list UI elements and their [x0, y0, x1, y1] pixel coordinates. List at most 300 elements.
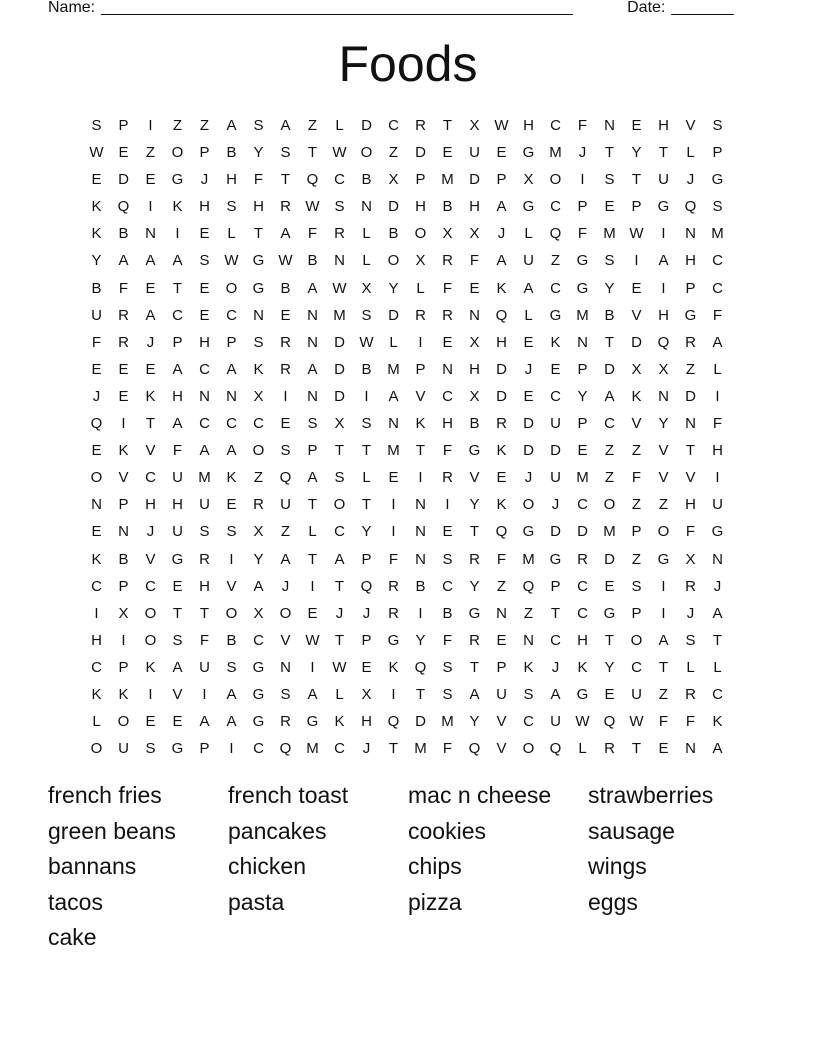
- grid-letter[interactable]: C: [334, 171, 345, 189]
- grid-letter[interactable]: T: [469, 658, 480, 676]
- grid-letter[interactable]: I: [445, 496, 450, 514]
- grid-letter[interactable]: F: [658, 713, 669, 731]
- grid-letter[interactable]: P: [199, 740, 210, 758]
- grid-letter[interactable]: M: [441, 171, 454, 189]
- grid-letter[interactable]: K: [712, 713, 723, 731]
- grid-letter[interactable]: R: [334, 225, 345, 243]
- grid-letter[interactable]: F: [631, 469, 642, 487]
- grid-letter[interactable]: N: [685, 740, 696, 758]
- grid-letter[interactable]: Y: [577, 387, 588, 405]
- grid-letter[interactable]: X: [415, 252, 426, 270]
- grid-letter[interactable]: N: [415, 523, 426, 541]
- grid-letter[interactable]: S: [712, 198, 723, 216]
- grid-letter[interactable]: C: [604, 415, 615, 433]
- grid-letter[interactable]: Z: [550, 252, 561, 270]
- grid-letter[interactable]: M: [387, 442, 400, 460]
- grid-letter[interactable]: L: [524, 225, 533, 243]
- grid-letter[interactable]: S: [361, 306, 372, 324]
- grid-letter[interactable]: H: [442, 415, 453, 433]
- grid-letter[interactable]: X: [469, 117, 480, 134]
- grid-letter[interactable]: W: [89, 144, 104, 162]
- grid-letter[interactable]: B: [361, 171, 372, 189]
- grid-letter[interactable]: N: [253, 306, 264, 324]
- grid-letter[interactable]: K: [631, 387, 642, 405]
- grid-letter[interactable]: L: [686, 144, 695, 162]
- grid-letter[interactable]: X: [253, 604, 264, 622]
- grid-letter[interactable]: S: [226, 523, 237, 541]
- grid-letter[interactable]: D: [388, 306, 399, 324]
- grid-letter[interactable]: H: [172, 496, 183, 514]
- grid-letter[interactable]: J: [146, 333, 155, 351]
- grid-letter[interactable]: E: [496, 631, 507, 649]
- grid-letter[interactable]: O: [603, 496, 616, 514]
- grid-letter[interactable]: Y: [469, 713, 480, 731]
- grid-letter[interactable]: H: [523, 117, 534, 134]
- grid-letter[interactable]: J: [281, 577, 290, 595]
- grid-letter[interactable]: C: [334, 523, 345, 541]
- date-field[interactable]: _______: [671, 0, 734, 16]
- grid-letter[interactable]: T: [253, 225, 264, 243]
- grid-letter[interactable]: Z: [658, 685, 669, 703]
- grid-letter[interactable]: R: [118, 333, 129, 351]
- grid-letter[interactable]: H: [658, 306, 669, 324]
- grid-letter[interactable]: E: [442, 144, 453, 162]
- grid-letter[interactable]: R: [469, 550, 480, 568]
- grid-letter[interactable]: W: [359, 333, 374, 351]
- grid-letter[interactable]: V: [172, 685, 183, 703]
- grid-letter[interactable]: C: [442, 387, 453, 405]
- grid-letter[interactable]: C: [712, 279, 723, 297]
- grid-letter[interactable]: S: [280, 442, 291, 460]
- grid-letter[interactable]: O: [279, 604, 292, 622]
- grid-letter[interactable]: M: [522, 550, 535, 568]
- grid-letter[interactable]: B: [226, 144, 237, 162]
- grid-letter[interactable]: F: [442, 740, 453, 758]
- grid-letter[interactable]: C: [550, 631, 561, 649]
- grid-letter[interactable]: E: [226, 496, 237, 514]
- grid-letter[interactable]: N: [307, 387, 318, 405]
- grid-letter[interactable]: C: [253, 415, 264, 433]
- grid-letter[interactable]: A: [496, 198, 507, 216]
- grid-letter[interactable]: I: [364, 387, 369, 405]
- grid-letter[interactable]: U: [631, 685, 642, 703]
- grid-letter[interactable]: W: [332, 144, 347, 162]
- grid-letter[interactable]: K: [118, 442, 129, 460]
- grid-letter[interactable]: U: [658, 171, 669, 189]
- grid-letter[interactable]: V: [496, 713, 507, 731]
- grid-letter[interactable]: P: [118, 496, 129, 514]
- grid-letter[interactable]: V: [685, 469, 696, 487]
- grid-letter[interactable]: S: [226, 198, 237, 216]
- grid-letter[interactable]: E: [361, 658, 372, 676]
- grid-letter[interactable]: P: [226, 333, 237, 351]
- grid-letter[interactable]: O: [225, 604, 238, 622]
- grid-letter[interactable]: C: [550, 279, 561, 297]
- grid-letter[interactable]: G: [171, 550, 184, 568]
- grid-letter[interactable]: T: [172, 604, 183, 622]
- grid-letter[interactable]: C: [550, 117, 561, 134]
- grid-letter[interactable]: J: [713, 577, 722, 595]
- grid-letter[interactable]: C: [172, 306, 183, 324]
- grid-letter[interactable]: Z: [631, 496, 642, 514]
- grid-letter[interactable]: D: [604, 360, 615, 378]
- grid-letter[interactable]: C: [199, 360, 210, 378]
- grid-letter[interactable]: N: [658, 387, 669, 405]
- grid-letter[interactable]: G: [522, 198, 535, 216]
- grid-letter[interactable]: N: [118, 523, 129, 541]
- grid-letter[interactable]: M: [549, 144, 562, 162]
- grid-letter[interactable]: A: [388, 387, 399, 405]
- grid-letter[interactable]: C: [91, 658, 102, 676]
- grid-letter[interactable]: O: [117, 713, 130, 731]
- grid-letter[interactable]: K: [496, 496, 507, 514]
- grid-letter[interactable]: I: [229, 550, 234, 568]
- grid-letter[interactable]: P: [118, 117, 129, 134]
- grid-letter[interactable]: O: [522, 496, 535, 514]
- grid-letter[interactable]: M: [306, 740, 319, 758]
- grid-letter[interactable]: G: [711, 523, 724, 541]
- grid-letter[interactable]: S: [523, 685, 534, 703]
- grid-letter[interactable]: A: [307, 469, 318, 487]
- grid-letter[interactable]: F: [118, 279, 129, 297]
- grid-letter[interactable]: J: [362, 604, 371, 622]
- grid-letter[interactable]: M: [414, 740, 427, 758]
- grid-letter[interactable]: H: [415, 198, 426, 216]
- grid-letter[interactable]: E: [145, 171, 156, 189]
- grid-letter[interactable]: E: [118, 387, 129, 405]
- grid-letter[interactable]: A: [199, 442, 210, 460]
- grid-letter[interactable]: C: [631, 658, 642, 676]
- grid-letter[interactable]: P: [118, 658, 129, 676]
- grid-letter[interactable]: E: [91, 523, 102, 541]
- grid-letter[interactable]: X: [253, 523, 264, 541]
- grid-letter[interactable]: T: [199, 604, 210, 622]
- grid-letter[interactable]: A: [523, 279, 534, 297]
- grid-letter[interactable]: B: [226, 631, 237, 649]
- grid-letter[interactable]: R: [685, 577, 696, 595]
- grid-letter[interactable]: T: [145, 415, 156, 433]
- grid-letter[interactable]: Q: [117, 198, 130, 216]
- grid-letter[interactable]: I: [661, 225, 666, 243]
- grid-letter[interactable]: V: [415, 387, 426, 405]
- grid-letter[interactable]: R: [469, 631, 480, 649]
- grid-letter[interactable]: L: [416, 279, 425, 297]
- grid-letter[interactable]: V: [226, 577, 237, 595]
- grid-letter[interactable]: L: [227, 225, 236, 243]
- grid-letter[interactable]: V: [631, 306, 642, 324]
- grid-letter[interactable]: G: [252, 685, 265, 703]
- grid-letter[interactable]: Q: [306, 171, 319, 189]
- grid-letter[interactable]: N: [577, 333, 588, 351]
- grid-letter[interactable]: A: [226, 713, 237, 731]
- grid-letter[interactable]: H: [226, 171, 237, 189]
- grid-letter[interactable]: W: [575, 713, 590, 731]
- grid-letter[interactable]: Q: [279, 740, 292, 758]
- grid-letter[interactable]: E: [145, 713, 156, 731]
- grid-letter[interactable]: G: [522, 523, 535, 541]
- grid-letter[interactable]: X: [388, 171, 399, 189]
- grid-letter[interactable]: K: [334, 713, 345, 731]
- grid-letter[interactable]: K: [577, 658, 588, 676]
- grid-letter[interactable]: J: [362, 740, 371, 758]
- grid-letter[interactable]: R: [685, 685, 696, 703]
- grid-letter[interactable]: Y: [658, 415, 669, 433]
- grid-letter[interactable]: R: [442, 469, 453, 487]
- grid-letter[interactable]: B: [118, 550, 129, 568]
- grid-letter[interactable]: H: [577, 631, 588, 649]
- grid-letter[interactable]: E: [658, 740, 669, 758]
- grid-letter[interactable]: P: [577, 415, 588, 433]
- grid-letter[interactable]: I: [148, 685, 153, 703]
- grid-letter[interactable]: P: [631, 604, 642, 622]
- grid-letter[interactable]: C: [253, 631, 264, 649]
- grid-letter[interactable]: Q: [549, 225, 562, 243]
- grid-letter[interactable]: K: [91, 550, 102, 568]
- grid-letter[interactable]: T: [334, 631, 345, 649]
- grid-letter[interactable]: Y: [469, 496, 480, 514]
- grid-letter[interactable]: B: [604, 306, 615, 324]
- grid-letter[interactable]: H: [199, 333, 210, 351]
- grid-letter[interactable]: P: [361, 631, 372, 649]
- grid-letter[interactable]: T: [388, 740, 399, 758]
- grid-letter[interactable]: D: [550, 442, 561, 460]
- grid-letter[interactable]: C: [388, 117, 399, 134]
- grid-letter[interactable]: R: [280, 333, 291, 351]
- grid-letter[interactable]: J: [551, 496, 560, 514]
- grid-letter[interactable]: V: [496, 740, 507, 758]
- grid-letter[interactable]: T: [604, 144, 615, 162]
- grid-letter[interactable]: X: [361, 685, 372, 703]
- grid-letter[interactable]: X: [469, 387, 480, 405]
- grid-letter[interactable]: S: [91, 117, 102, 134]
- grid-letter[interactable]: D: [388, 198, 399, 216]
- grid-letter[interactable]: F: [307, 225, 318, 243]
- grid-letter[interactable]: E: [280, 415, 291, 433]
- grid-letter[interactable]: T: [361, 442, 372, 460]
- grid-letter[interactable]: A: [253, 577, 264, 595]
- grid-letter[interactable]: S: [253, 333, 264, 351]
- grid-letter[interactable]: I: [121, 631, 126, 649]
- grid-letter[interactable]: R: [280, 713, 291, 731]
- grid-letter[interactable]: T: [415, 685, 426, 703]
- grid-letter[interactable]: B: [442, 198, 453, 216]
- grid-letter[interactable]: R: [388, 577, 399, 595]
- grid-letter[interactable]: Z: [388, 144, 399, 162]
- grid-letter[interactable]: F: [685, 713, 696, 731]
- grid-letter[interactable]: L: [578, 740, 587, 758]
- grid-letter[interactable]: E: [307, 604, 318, 622]
- grid-letter[interactable]: D: [523, 415, 534, 433]
- grid-letter[interactable]: X: [631, 360, 642, 378]
- grid-letter[interactable]: P: [550, 577, 561, 595]
- grid-letter[interactable]: I: [202, 685, 207, 703]
- grid-letter[interactable]: P: [118, 577, 129, 595]
- grid-letter[interactable]: W: [224, 252, 239, 270]
- grid-letter[interactable]: I: [283, 387, 288, 405]
- grid-letter[interactable]: E: [604, 198, 615, 216]
- grid-letter[interactable]: T: [334, 442, 345, 460]
- grid-letter[interactable]: D: [550, 523, 561, 541]
- grid-letter[interactable]: W: [629, 225, 644, 243]
- grid-letter[interactable]: J: [551, 658, 560, 676]
- grid-letter[interactable]: Z: [280, 523, 291, 541]
- grid-letter[interactable]: X: [523, 171, 534, 189]
- grid-letter[interactable]: Q: [495, 306, 508, 324]
- grid-letter[interactable]: E: [118, 144, 129, 162]
- grid-letter[interactable]: W: [305, 198, 320, 216]
- grid-letter[interactable]: E: [388, 469, 399, 487]
- grid-letter[interactable]: O: [252, 442, 265, 460]
- grid-letter[interactable]: N: [523, 631, 534, 649]
- grid-letter[interactable]: O: [360, 144, 373, 162]
- grid-letter[interactable]: E: [496, 144, 507, 162]
- grid-letter[interactable]: Y: [631, 144, 642, 162]
- grid-letter[interactable]: G: [252, 252, 265, 270]
- name-field[interactable]: _____________________________________________________: [101, 0, 573, 16]
- grid-letter[interactable]: K: [145, 387, 156, 405]
- grid-letter[interactable]: C: [91, 577, 102, 595]
- grid-letter[interactable]: U: [550, 469, 561, 487]
- grid-letter[interactable]: G: [576, 279, 589, 297]
- grid-letter[interactable]: O: [144, 604, 157, 622]
- grid-letter[interactable]: I: [310, 577, 315, 595]
- grid-letter[interactable]: V: [685, 117, 696, 134]
- grid-letter[interactable]: X: [442, 225, 453, 243]
- grid-letter[interactable]: J: [524, 360, 533, 378]
- grid-letter[interactable]: I: [391, 496, 396, 514]
- grid-letter[interactable]: Y: [361, 523, 372, 541]
- grid-letter[interactable]: H: [91, 631, 102, 649]
- grid-letter[interactable]: I: [580, 171, 585, 189]
- grid-letter[interactable]: N: [496, 604, 507, 622]
- grid-letter[interactable]: K: [91, 685, 102, 703]
- grid-letter[interactable]: Q: [360, 577, 373, 595]
- grid-letter[interactable]: A: [118, 252, 129, 270]
- grid-letter[interactable]: A: [658, 252, 669, 270]
- grid-letter[interactable]: G: [522, 144, 535, 162]
- grid-letter[interactable]: D: [334, 387, 345, 405]
- grid-letter[interactable]: A: [280, 550, 291, 568]
- grid-letter[interactable]: X: [658, 360, 669, 378]
- grid-letter[interactable]: O: [414, 225, 427, 243]
- grid-letter[interactable]: G: [657, 198, 670, 216]
- grid-letter[interactable]: P: [415, 360, 426, 378]
- grid-letter[interactable]: P: [712, 144, 723, 162]
- grid-letter[interactable]: S: [253, 117, 264, 134]
- grid-letter[interactable]: U: [280, 496, 291, 514]
- grid-letter[interactable]: S: [334, 198, 345, 216]
- grid-letter[interactable]: S: [604, 171, 615, 189]
- grid-letter[interactable]: V: [145, 442, 156, 460]
- grid-letter[interactable]: P: [631, 523, 642, 541]
- grid-letter[interactable]: T: [334, 577, 345, 595]
- grid-letter[interactable]: H: [172, 387, 183, 405]
- grid-letter[interactable]: R: [415, 117, 426, 134]
- grid-letter[interactable]: X: [685, 550, 696, 568]
- grid-letter[interactable]: D: [361, 117, 372, 134]
- grid-letter[interactable]: A: [469, 685, 480, 703]
- grid-letter[interactable]: S: [712, 117, 723, 134]
- grid-letter[interactable]: D: [415, 713, 426, 731]
- grid-letter[interactable]: S: [145, 740, 156, 758]
- grid-letter[interactable]: C: [226, 415, 237, 433]
- grid-letter[interactable]: M: [387, 360, 400, 378]
- grid-letter[interactable]: P: [199, 144, 210, 162]
- grid-letter[interactable]: R: [415, 306, 426, 324]
- grid-letter[interactable]: I: [310, 658, 315, 676]
- grid-letter[interactable]: U: [469, 144, 480, 162]
- grid-letter[interactable]: E: [172, 577, 183, 595]
- grid-letter[interactable]: R: [118, 306, 129, 324]
- grid-letter[interactable]: P: [307, 442, 318, 460]
- grid-letter[interactable]: T: [415, 442, 426, 460]
- grid-letter[interactable]: D: [604, 550, 615, 568]
- grid-letter[interactable]: F: [469, 252, 480, 270]
- grid-letter[interactable]: V: [658, 442, 669, 460]
- grid-letter[interactable]: U: [199, 658, 210, 676]
- grid-letter[interactable]: X: [361, 279, 372, 297]
- grid-letter[interactable]: K: [91, 198, 102, 216]
- grid-letter[interactable]: B: [307, 252, 318, 270]
- grid-letter[interactable]: Q: [684, 198, 697, 216]
- grid-letter[interactable]: L: [389, 333, 398, 351]
- grid-letter[interactable]: F: [253, 171, 264, 189]
- grid-letter[interactable]: A: [307, 685, 318, 703]
- grid-letter[interactable]: U: [550, 713, 561, 731]
- grid-letter[interactable]: D: [685, 387, 696, 405]
- grid-letter[interactable]: O: [90, 740, 103, 758]
- grid-letter[interactable]: N: [469, 306, 480, 324]
- grid-letter[interactable]: F: [91, 333, 102, 351]
- grid-letter[interactable]: C: [577, 496, 588, 514]
- grid-letter[interactable]: O: [90, 469, 103, 487]
- grid-letter[interactable]: K: [253, 360, 264, 378]
- grid-letter[interactable]: A: [550, 685, 561, 703]
- grid-letter[interactable]: E: [118, 360, 129, 378]
- grid-letter[interactable]: S: [685, 631, 696, 649]
- grid-letter[interactable]: U: [199, 496, 210, 514]
- grid-letter[interactable]: A: [145, 252, 156, 270]
- grid-letter[interactable]: C: [253, 740, 264, 758]
- grid-letter[interactable]: V: [658, 469, 669, 487]
- grid-letter[interactable]: F: [712, 415, 723, 433]
- grid-letter[interactable]: I: [391, 685, 396, 703]
- grid-letter[interactable]: Z: [172, 117, 183, 134]
- grid-letter[interactable]: L: [713, 658, 722, 676]
- grid-letter[interactable]: R: [577, 550, 588, 568]
- grid-letter[interactable]: E: [523, 387, 534, 405]
- grid-letter[interactable]: I: [715, 387, 720, 405]
- grid-letter[interactable]: I: [418, 604, 423, 622]
- grid-letter[interactable]: G: [711, 171, 724, 189]
- grid-letter[interactable]: N: [91, 496, 102, 514]
- grid-letter[interactable]: W: [332, 279, 347, 297]
- grid-letter[interactable]: C: [577, 577, 588, 595]
- grid-letter[interactable]: T: [361, 496, 372, 514]
- grid-letter[interactable]: C: [145, 577, 156, 595]
- grid-letter[interactable]: A: [280, 225, 291, 243]
- grid-letter[interactable]: K: [145, 658, 156, 676]
- grid-letter[interactable]: Q: [387, 713, 400, 731]
- grid-letter[interactable]: D: [415, 144, 426, 162]
- grid-letter[interactable]: I: [661, 604, 666, 622]
- grid-letter[interactable]: W: [305, 631, 320, 649]
- grid-letter[interactable]: M: [603, 225, 616, 243]
- grid-letter[interactable]: N: [226, 387, 237, 405]
- grid-letter[interactable]: S: [199, 523, 210, 541]
- grid-letter[interactable]: D: [523, 442, 534, 460]
- grid-letter[interactable]: L: [362, 225, 371, 243]
